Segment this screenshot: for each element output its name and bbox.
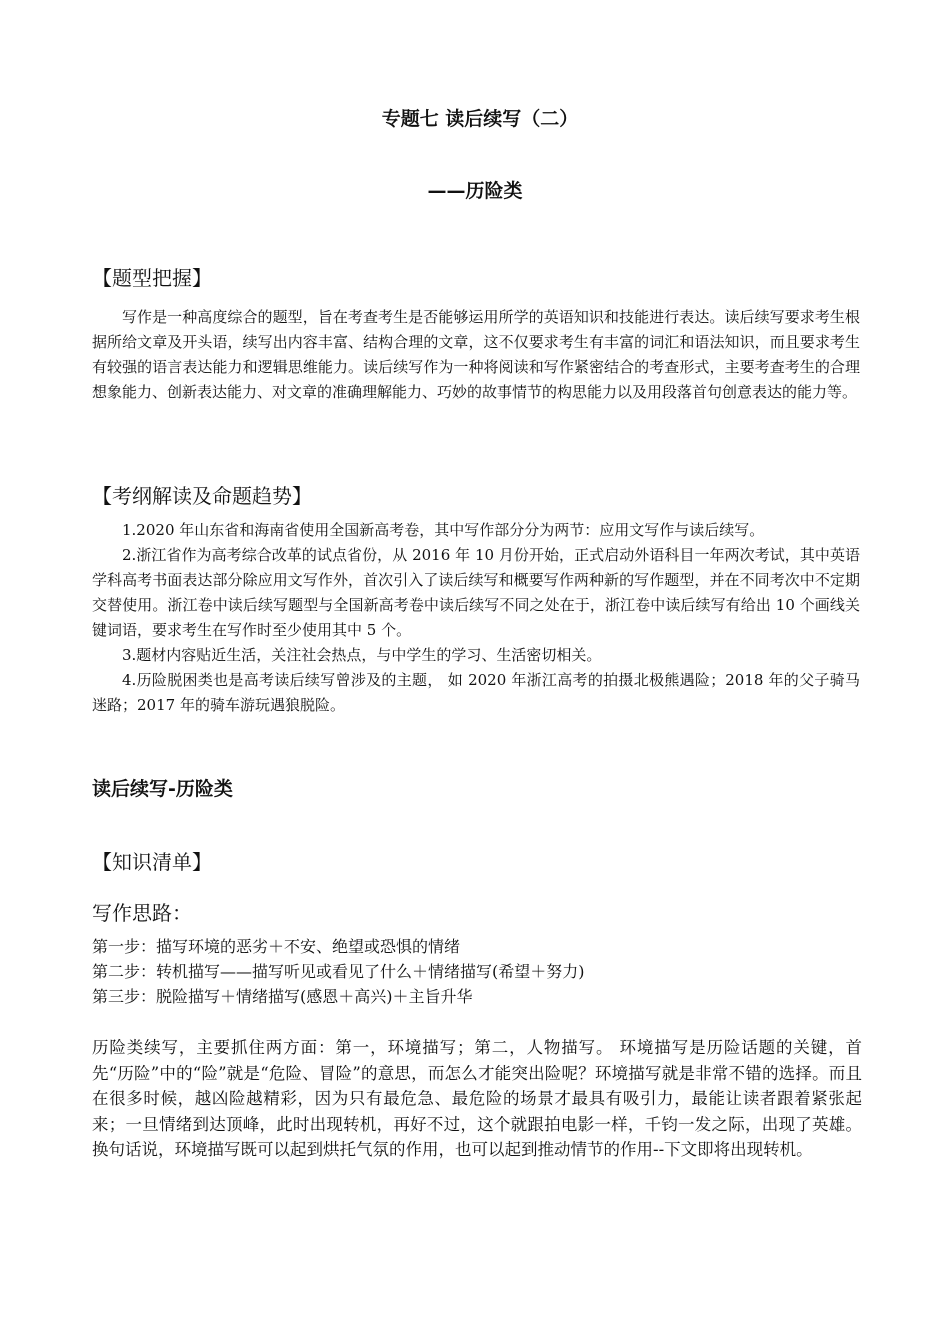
section-heading-syllabus: 【考纲解读及命题趋势】 bbox=[92, 484, 312, 508]
list-item: 4.历险脱困类也是高考读后续写曾涉及的主题， 如 2020 年浙江高考的拍摄北极熊遇险；2018 年的父子骑马迷路；2017 年的骑车游玩遇狼脱险。 bbox=[92, 671, 860, 714]
section-heading-adventure: 读后续写-历险类 bbox=[92, 778, 233, 800]
list-item: 1.2020 年山东省和海南省使用全国新高考卷，其中写作部分分为两节：应用文写作与读后续写。 bbox=[122, 521, 765, 539]
step-item: 第二步：转机描写——描写听见或看见了什么＋情绪描写(希望＋努力) bbox=[92, 962, 585, 981]
section-heading-knowledge: 【知识清单】 bbox=[92, 850, 212, 874]
section-subheading-writing-approach: 写作思路： bbox=[92, 901, 192, 925]
syllabus-list bbox=[92, 518, 860, 718]
section-paragraph-question-type bbox=[92, 305, 860, 405]
section-heading-question-type: 【题型把握】 bbox=[92, 266, 212, 290]
steps-list bbox=[92, 934, 585, 1009]
list-item: 3.题材内容贴近生活，关注社会热点，与中学生的学习、生活密切相关。 bbox=[122, 646, 602, 664]
step-item: 第一步：描写环境的恶劣＋不安、绝望或恐惧的情绪 bbox=[92, 937, 461, 956]
list-item: 2.浙江省作为高考综合改革的试点省份，从 2016 年 10 月份开始，正式启动外语科目一年两次考试，其中英语学科高考书面表达部分除应用文写作外，首次引入了读后续写和概要写作两种新的写作题型，并在不同考次中不定期交替使用。浙江卷中读后续写题型与全国新高考卷中读后续写不同之处在于，浙江卷中读后续写有给出 10 个画线关键词语，要求考生在写作时至少使用其中 5 个。 bbox=[92, 546, 860, 639]
document-subtitle: ——历险类 bbox=[427, 180, 523, 202]
document-title: 专题七 读后续写（二） bbox=[381, 108, 579, 130]
step-item: 第三步：脱险描写＋情绪描写(感恩＋高兴)＋主旨升华 bbox=[92, 987, 473, 1006]
adventure-paragraph: 历险类续写，主要抓住两方面：第一，环境描写；第二，人物描写。 环境描写是历险话题的关键，首先“历险”中的“险”就是“危险、冒险”的意思，而怎么才能突出险呢？环境描写就是非常不错的选择。而且在很多时候，越凶险越精彩，因为只有最危急、最危险的场景才最具有吸引力，最能让读者跟着紧张起来；一旦情绪到达顶峰，此时出现转机，再好不过，这个就跟拍电影一样，千钧一发之际，出现了英雄。 换句话说，环境描写既可以起到烘托气氛的作用，也可以起到推动情节的作用--下文即将出现转机。 bbox=[92, 1038, 862, 1159]
paragraph-text: 写作是一种高度综合的题型，旨在考查考生是否能够运用所学的英语知识和技能进行表达。读后续写要求考生根据所给文章及开头语，续写出内容丰富、结构合理的文章，这不仅要求考生有丰富的词汇和语法知识，而且要求考生有较强的语言表达能力和逻辑思维能力。读后续写作为一种将阅读和写作紧密结合的考查形式，主要考查考生的合理想象能力、创新表达能力、对文章的准确理解能力、巧妙的故事情节的构思能力以及用段落首句创意表达的能力等。 bbox=[92, 308, 860, 401]
